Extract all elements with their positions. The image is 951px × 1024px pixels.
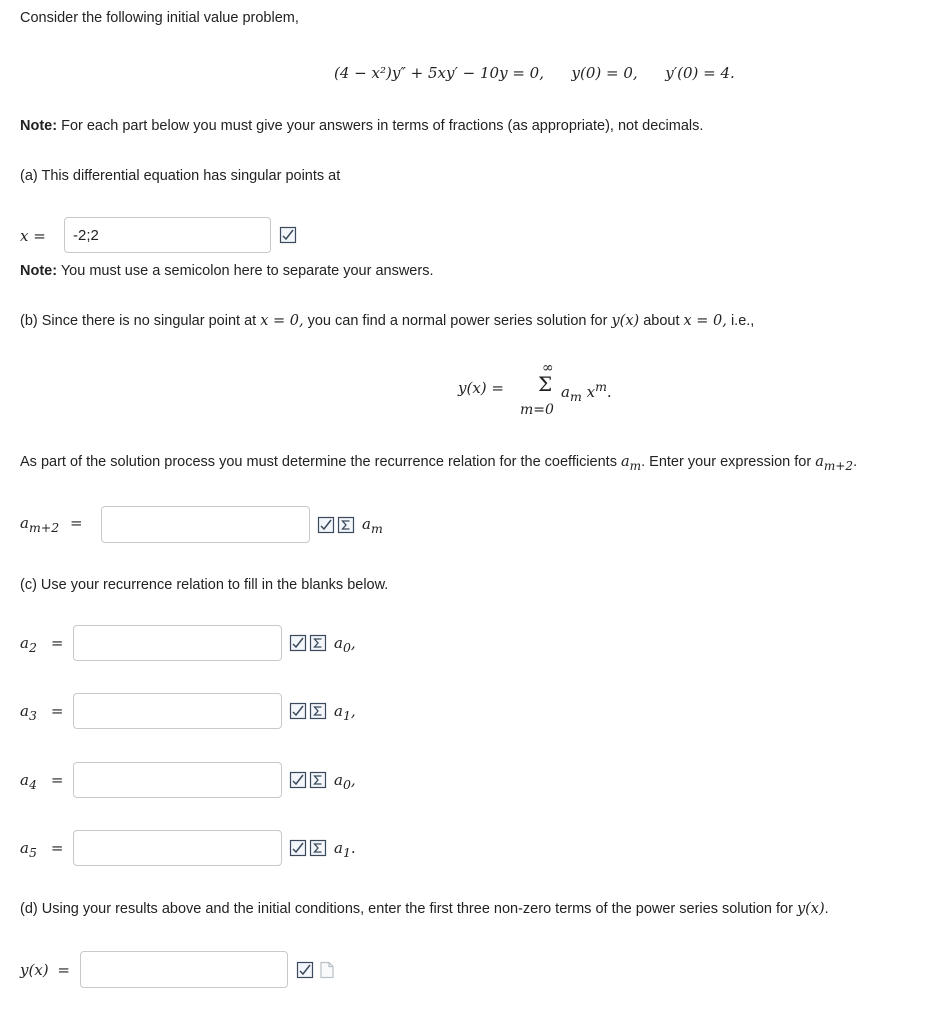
- problem-intro: Consider the following initial value problem,: [20, 10, 299, 26]
- note-text: For each part below you must give your answers in terms of fractions (as appropriate), not decimals.: [61, 118, 704, 134]
- coefficient-a4-label: $a_4$ =: [20, 771, 64, 792]
- coefficient-a4-input[interactable]: [73, 762, 282, 798]
- recurrence-prompt: [20, 454, 857, 473]
- equation-editor-icon[interactable]: [309, 634, 327, 652]
- part-a-label: x =: [20, 227, 46, 245]
- preview-icon[interactable]: [296, 961, 314, 979]
- term-x: x: [586, 383, 596, 401]
- part-b-condition-1: x = 0,: [260, 313, 304, 329]
- series-term: [561, 379, 612, 404]
- part-b-condition-2: x = 0,: [683, 313, 727, 329]
- coefficient-a5-suffix: $a_1$.: [334, 839, 356, 860]
- preview-icon[interactable]: [317, 516, 335, 534]
- semicolon-note: [20, 263, 433, 279]
- coefficient-a5-label: $a_5$ =: [20, 839, 64, 860]
- recurrence-label-a: a: [20, 514, 29, 532]
- differential-equation: [334, 64, 735, 82]
- part-c-prompt: (c) Use your recurrence relation to fill in the blanks below.: [20, 577, 389, 593]
- equation-editor-icon[interactable]: [309, 702, 327, 720]
- semicolon-note-text: You must use a semicolon here to separate your answers.: [60, 263, 434, 279]
- part-d-end: .: [824, 901, 829, 917]
- coefficient-a2-suffix: $a_0$,: [334, 634, 356, 655]
- recurrence-label-sub: m+2: [28, 520, 60, 535]
- target-end: .: [853, 454, 858, 470]
- part-b-text-2: you can find a normal power series solution for: [307, 313, 608, 329]
- equation-lhs: (4 − x²)y″ + 5xy′ − 10y = 0,: [334, 64, 544, 82]
- recurrence-input[interactable]: [101, 506, 310, 543]
- part-d-prompt: [20, 901, 829, 917]
- coefficient-a3-label: $a_3$ =: [20, 702, 64, 723]
- sum-upper-limit: ∞: [542, 360, 554, 376]
- preview-icon[interactable]: [289, 702, 307, 720]
- coefficient-a5-input[interactable]: [73, 830, 282, 866]
- coef-a: a: [621, 454, 630, 470]
- part-d-function: y(x): [796, 901, 825, 917]
- part-d-text: (d) Using your results above and the initial conditions, enter the first three non-zero terms of the power series solution for: [20, 901, 793, 917]
- power-series: [458, 362, 638, 422]
- term-a: a: [561, 383, 570, 401]
- semicolon-note-label: Note:: [20, 263, 58, 279]
- singular-points-input[interactable]: [64, 217, 271, 253]
- equation-editor-icon[interactable]: [309, 771, 327, 789]
- term-x-sup: m: [595, 379, 607, 394]
- recurrence-suffix-a: a: [362, 515, 371, 533]
- target-a-sub: m+2: [823, 458, 854, 473]
- equation-editor-icon[interactable]: [337, 516, 355, 534]
- part-b-text-4: i.e.,: [730, 313, 755, 329]
- fractions-note: [20, 118, 703, 134]
- coefficient-a3-input[interactable]: [73, 693, 282, 729]
- recurrence-text-1: As part of the solution process you must determine the recurrence relation for the coefficients: [20, 454, 617, 470]
- disabled-document-icon: [318, 961, 336, 979]
- series-solution-equals: =: [57, 961, 70, 979]
- preview-icon[interactable]: [289, 771, 307, 789]
- coefficient-a2-input[interactable]: [73, 625, 282, 661]
- note-label: Note:: [20, 118, 58, 134]
- recurrence-suffix: [362, 515, 383, 536]
- coefficient-a2-label: $a_2$ =: [20, 634, 64, 655]
- sum-sign: Σ: [538, 372, 553, 396]
- preview-icon[interactable]: [279, 226, 297, 244]
- recurrence-text-2: . Enter your expression for: [641, 454, 812, 470]
- part-a-prompt: (a) This differential equation has singular points at: [20, 168, 341, 184]
- preview-icon[interactable]: [289, 634, 307, 652]
- term-a-sub: m: [569, 389, 582, 404]
- series-solution-label-text: y(x): [20, 961, 49, 979]
- preview-icon[interactable]: [289, 839, 307, 857]
- recurrence-equals: =: [70, 514, 83, 532]
- series-lhs: y(x) =: [458, 379, 504, 397]
- series-solution-label: [20, 961, 70, 979]
- series-solution-input[interactable]: [80, 951, 288, 988]
- term-end: .: [606, 383, 612, 401]
- coefficient-a3-suffix: $a_1$,: [334, 702, 356, 723]
- part-b-prompt: [20, 313, 754, 329]
- part-b-function: y(x): [611, 313, 640, 329]
- coefficient-a4-suffix: $a_0$,: [334, 771, 356, 792]
- part-b-text-1: (b) Since there is no singular point at: [20, 313, 257, 329]
- initial-condition-2: y′(0) = 4.: [665, 64, 735, 82]
- sum-lower-limit: m=0: [520, 402, 554, 418]
- recurrence-suffix-sub: m: [370, 521, 383, 536]
- recurrence-label: [20, 514, 83, 535]
- initial-condition-1: y(0) = 0,: [571, 64, 638, 82]
- target-a: a: [815, 454, 824, 470]
- coef-a-sub: m: [629, 458, 642, 473]
- part-b-text-3: about: [643, 313, 680, 329]
- equation-editor-icon[interactable]: [309, 839, 327, 857]
